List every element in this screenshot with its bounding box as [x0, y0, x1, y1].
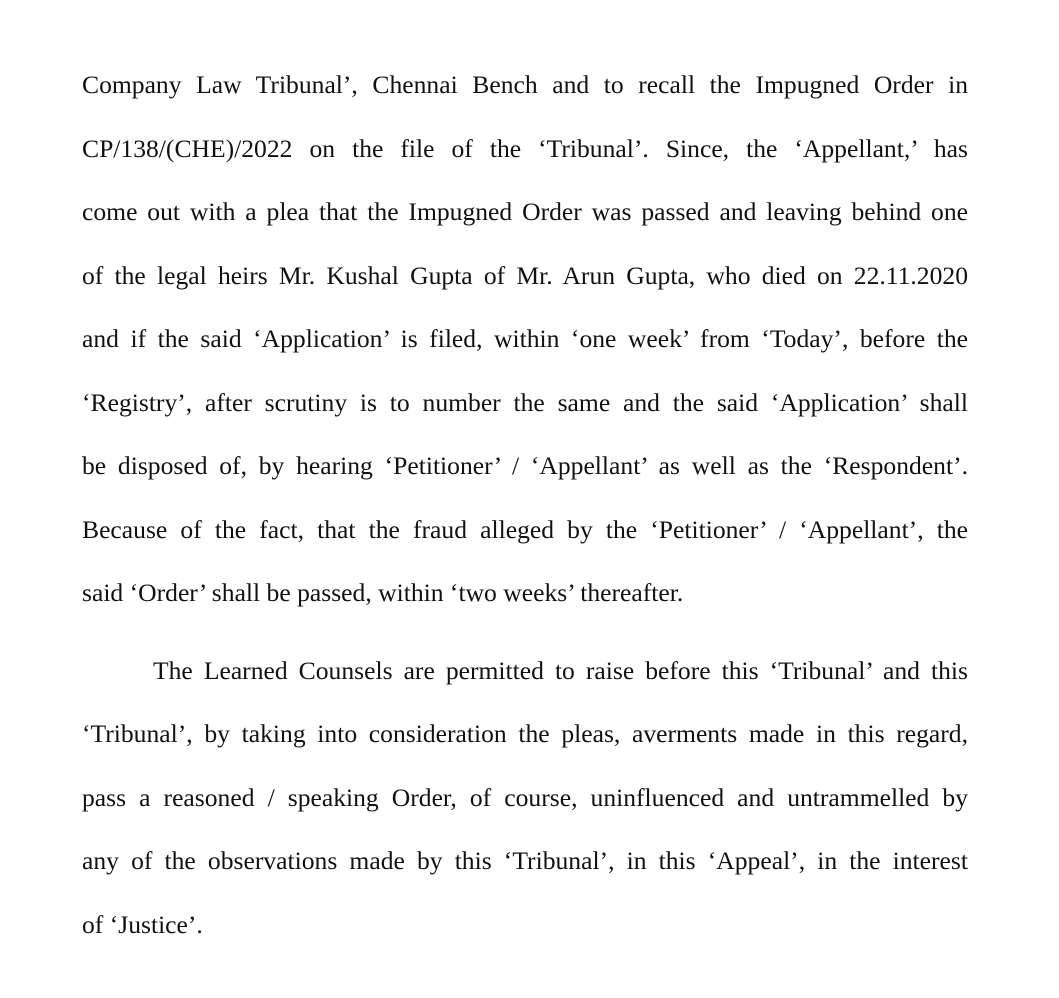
- text-line: come out with a plea that the Impugned Order was passed and leaving behind one: [82, 197, 968, 226]
- document-page: [82, 64, 968, 967]
- text-line: any of the observations made by this ‘Tribunal’, in this ‘Appeal’, in the interest: [82, 846, 968, 875]
- text-line: Company Law Tribunal’, Chennai Bench and to recall the Impugned Order in: [82, 70, 968, 99]
- text-line: CP/138/(CHE)/2022 on the file of the ‘Tribunal’. Since, the ‘Appellant,’ has: [82, 133, 968, 163]
- text-line: said ‘Order’ shall be passed, within ‘two weeks’ thereafter.: [82, 578, 684, 607]
- text-line: of ‘Justice’.: [82, 909, 203, 939]
- text-line: and if the said ‘Application’ is filed, within ‘one week’ from ‘Today’, before the: [82, 324, 968, 353]
- paragraph-2: [82, 650, 968, 968]
- text-line: Because of the fact, that the fraud alleged by the ‘Petitioner’ / ‘Appellant’, the: [82, 514, 968, 544]
- text-line: The Learned Counsels are permitted to raise before this ‘Tribunal’ and this: [153, 655, 968, 685]
- text-line: pass a reasoned / speaking Order, of course, uninfluenced and untrammelled by: [82, 782, 968, 812]
- text-line: ‘Registry’, after scrutiny is to number the same and the said ‘Application’ shall: [82, 387, 968, 417]
- paragraph-spacer: [82, 636, 968, 650]
- text-line: of the legal heirs Mr. Kushal Gupta of Mr. Arun Gupta, who died on 22.11.2020: [82, 260, 968, 290]
- text-line: ‘Tribunal’, by taking into consideration the pleas, averments made in this regard,: [82, 719, 968, 748]
- paragraph-1: [82, 64, 968, 636]
- text-line: be disposed of, by hearing ‘Petitioner’ / ‘Appellant’ as well as the ‘Respondent’.: [82, 451, 968, 480]
